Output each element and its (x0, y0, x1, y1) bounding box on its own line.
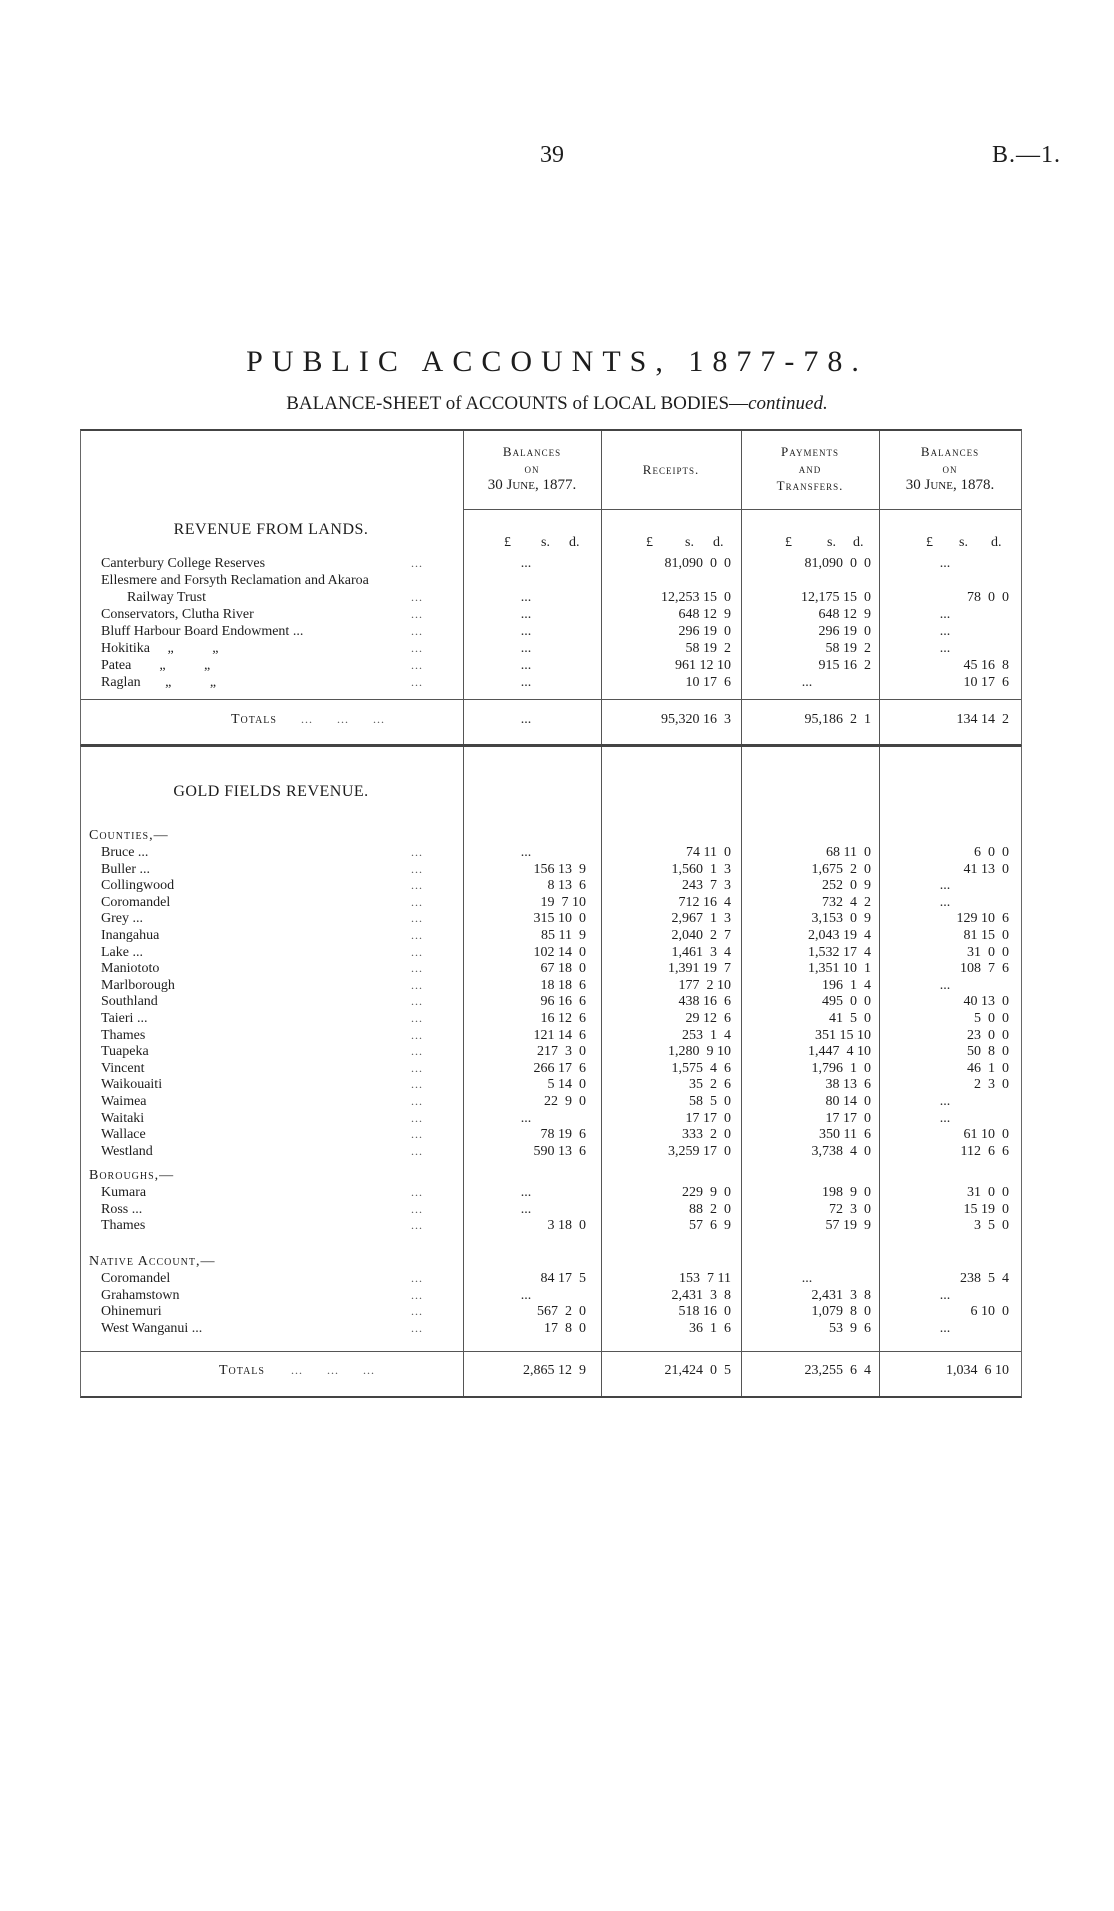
cell-payments: 915 16 2 (818, 658, 871, 673)
cell-receipts: 1,461 3 4 (671, 944, 731, 960)
cell-balance-1877: ... (520, 675, 532, 690)
leader-dots: ... (411, 1094, 423, 1108)
row-label: Conservators, Clutha River (101, 607, 254, 622)
cell-receipts: 2,431 3 8 (671, 1287, 731, 1303)
row-label: Waimea (101, 1094, 147, 1109)
cell-payments: ... (801, 1271, 813, 1286)
cell-balance-1878: 112 6 6 (960, 1143, 1009, 1159)
cell-balance-1878: 31 0 0 (967, 1185, 1009, 1200)
cell-balance-1877: 266 17 6 (533, 1060, 586, 1076)
page-reference: B.—1. (992, 142, 1062, 168)
row-label: Bluff Harbour Board Endowment ... (101, 624, 304, 639)
row-label: Ohinemuri (101, 1304, 162, 1320)
unit-pound: £ (646, 535, 653, 550)
cell-balance-1878: 31 0 0 (967, 944, 1009, 960)
cell-balance-1877: 8 13 6 (547, 878, 586, 894)
leader-dots: ... (411, 675, 423, 689)
totals-payments: 95,186 2 1 (804, 712, 871, 727)
row-label: West Wanganui ... (101, 1320, 203, 1336)
leader-dots: ... (411, 1185, 423, 1199)
table-row (81, 1143, 1021, 1160)
cell-receipts: 81,090 0 0 (664, 556, 731, 571)
cell-balance-1878: 61 10 0 (963, 1127, 1009, 1143)
counties-label: Counties,— (89, 828, 169, 843)
cell-balance-1878: 6 10 0 (970, 1304, 1009, 1320)
table-row (81, 640, 1021, 657)
header-col4-line3: 30 June, 1878. (905, 477, 995, 493)
header-col4-line2: on (942, 461, 958, 476)
cell-payments: 1,079 8 0 (811, 1304, 871, 1320)
cell-receipts: 518 16 0 (678, 1304, 731, 1320)
row-label: Thames (101, 1027, 146, 1043)
table-row (81, 1270, 1021, 1287)
cell-payments: 495 0 0 (822, 994, 871, 1010)
unit-pence: d. (569, 535, 580, 550)
cell-balance-1878: 129 10 6 (956, 911, 1009, 927)
totals-label: Totals (231, 712, 277, 727)
leader-dots: ... (411, 977, 423, 992)
cell-receipts: 74 11 0 (686, 845, 731, 860)
cell-payments: 252 0 9 (822, 878, 871, 894)
cell-payments: 351 15 10 (815, 1027, 871, 1043)
cell-payments: 57 19 9 (825, 1218, 871, 1234)
leader-dots: ... (411, 1027, 423, 1042)
cell-payments: 732 4 2 (822, 894, 871, 910)
leader-dots: ... (411, 911, 423, 926)
cell-payments: 1,447 4 10 (808, 1044, 871, 1060)
table-row (81, 572, 1021, 589)
cell-payments: 1,532 17 4 (808, 944, 871, 960)
table-row (81, 927, 1021, 944)
group-heading-native (81, 1253, 1021, 1270)
cell-payments: 68 11 0 (826, 845, 871, 860)
row-label: Wallace (101, 1127, 146, 1143)
row-label: Westland (101, 1143, 153, 1159)
cell-receipts: 243 7 3 (682, 878, 731, 894)
cell-balance-1878: 46 1 0 (967, 1060, 1009, 1076)
table-row (81, 993, 1021, 1010)
cell-balance-1878: ... (939, 641, 951, 656)
cell-payments: 41 5 0 (829, 1011, 871, 1026)
row-label: Ross ... (101, 1201, 143, 1217)
row-label: Thames (101, 1218, 146, 1234)
unit-pound: £ (785, 535, 792, 550)
header-col1-line2: on (524, 461, 540, 476)
table-row (81, 1184, 1021, 1201)
cell-receipts: 1,575 4 6 (671, 1060, 731, 1076)
cell-payments: 648 12 9 (818, 607, 871, 622)
cell-receipts: 712 16 4 (678, 894, 731, 910)
row-label: Raglan „ „ (101, 675, 217, 690)
cell-receipts: 36 1 6 (689, 1320, 731, 1336)
cell-payments: 80 14 0 (825, 1094, 871, 1109)
cell-payments: 72 3 0 (829, 1201, 871, 1217)
leader-dots: ... (411, 861, 423, 876)
cell-balance-1878: 108 7 6 (960, 961, 1009, 977)
cell-balance-1877: ... (520, 607, 532, 622)
cell-receipts: 12,253 15 0 (661, 590, 731, 605)
cell-receipts: 1,391 19 7 (668, 961, 731, 977)
table-row (81, 861, 1021, 878)
cell-balance-1878: ... (939, 624, 951, 639)
row-label: Tuapeka (101, 1044, 149, 1060)
cell-receipts: 88 2 0 (689, 1201, 731, 1217)
leader-dots: ... (411, 1218, 423, 1233)
cell-balance-1877: 315 10 0 (533, 911, 586, 927)
cell-receipts: 333 2 0 (682, 1127, 731, 1143)
unit-pence: d. (991, 535, 1002, 550)
cell-balance-1877: 22 9 0 (544, 1094, 586, 1109)
cell-balance-1878: ... (939, 894, 951, 910)
row-label: Bruce ... (101, 845, 149, 860)
header-col2-line1: Receipts. (642, 462, 700, 477)
cell-balance-1877: ... (520, 1287, 532, 1303)
cell-balance-1877: ... (520, 1110, 532, 1126)
leader-dots: ... (411, 1060, 423, 1075)
cell-balance-1877: ... (520, 845, 532, 860)
row-label: Taieri ... (101, 1011, 148, 1026)
leader-dots: ... (411, 928, 423, 942)
header-col3-line2: and (798, 461, 822, 476)
cell-balance-1877: ... (520, 1201, 532, 1217)
totals-receipts: 21,424 0 5 (664, 1363, 731, 1378)
row-label: Kumara (101, 1185, 147, 1200)
cell-balance-1878: 6 0 0 (974, 845, 1009, 860)
table-row (81, 894, 1021, 911)
table-row (81, 844, 1021, 861)
subtitle-continued: continued. (748, 393, 828, 414)
cell-balance-1877: 590 13 6 (533, 1143, 586, 1159)
table-row (81, 623, 1021, 640)
cell-receipts: 58 5 0 (689, 1094, 731, 1109)
leader-dots: ... (411, 1044, 423, 1059)
cell-balance-1877: ... (520, 556, 532, 571)
cell-receipts: 153 7 11 (679, 1271, 731, 1286)
row-label: Hokitika „ „ (101, 641, 219, 656)
cell-receipts: 35 2 6 (689, 1077, 731, 1093)
cell-receipts: 253 1 4 (682, 1027, 731, 1043)
page-number: 39 (540, 142, 564, 168)
cell-payments: 53 9 6 (829, 1320, 871, 1336)
unit-shilling: s. (541, 535, 550, 550)
table-row (81, 877, 1021, 894)
cell-payments: 2,431 3 8 (811, 1287, 871, 1303)
row-label: Waikouaiti (101, 1077, 163, 1093)
leader-dots: ... (411, 1127, 423, 1142)
table-row (81, 1201, 1021, 1218)
cell-balance-1877: 78 19 6 (540, 1127, 586, 1143)
cell-balance-1878: 45 16 8 (963, 658, 1009, 673)
leader-dots: ... (411, 944, 423, 959)
header-col3-line1: Payments (781, 444, 839, 459)
unit-shilling: s. (959, 535, 968, 550)
cell-balance-1877: 121 14 6 (533, 1027, 586, 1043)
row-label: Ellesmere and Forsyth Reclamation and Akaroa (101, 573, 369, 588)
leader-dots: ... ... ... (301, 712, 385, 726)
group-heading-counties (81, 827, 1021, 844)
cell-balance-1877: 96 16 6 (540, 994, 586, 1010)
cell-receipts: 1,280 9 10 (668, 1044, 731, 1060)
cell-receipts: 2,967 1 3 (671, 911, 731, 927)
cell-balance-1877: 102 14 0 (533, 944, 586, 960)
totals-balance-1877: 2,865 12 9 (523, 1363, 586, 1378)
cell-receipts: 29 12 6 (685, 1011, 731, 1026)
leader-dots: ... (411, 1201, 423, 1216)
cell-receipts: 17 17 0 (685, 1110, 731, 1126)
leader-dots: ... (411, 1110, 423, 1125)
totals-balance-1877: ... (520, 712, 532, 727)
leader-dots: ... (411, 607, 423, 621)
table-row (81, 1303, 1021, 1320)
table-row (81, 1217, 1021, 1234)
row-label: Lake ... (101, 944, 143, 960)
row-label: Vincent (101, 1060, 145, 1076)
section-title-gold-fields: GOLD FIELDS REVENUE. (173, 783, 369, 800)
header-col1-line3: 30 June, 1877. (487, 477, 577, 493)
header-col4-line1: Balances (920, 444, 980, 459)
cell-balance-1878: ... (939, 1094, 951, 1109)
totals-rule (81, 1351, 1021, 1352)
row-label: Collingwood (101, 878, 175, 894)
cell-balance-1878: 5 0 0 (974, 1011, 1009, 1026)
cell-balance-1877: 5 14 0 (547, 1077, 586, 1093)
table-row (81, 589, 1021, 606)
cell-balance-1877: 217 3 0 (537, 1044, 586, 1060)
leader-dots: ... (411, 1143, 423, 1158)
unit-shilling: s. (827, 535, 836, 550)
page-title: PUBLIC ACCOUNTS, 1877-78. (246, 345, 868, 378)
cell-balance-1877: ... (520, 658, 532, 673)
table-row (81, 1126, 1021, 1143)
totals-receipts: 95,320 16 3 (661, 712, 731, 727)
leader-dots: ... (411, 658, 423, 672)
cell-receipts: 57 6 9 (689, 1218, 731, 1234)
leader-dots: ... (411, 1304, 423, 1319)
cell-balance-1878: 41 13 0 (963, 861, 1009, 877)
row-label: Railway Trust (127, 590, 206, 605)
cell-balance-1877: 3 18 0 (547, 1218, 586, 1234)
unit-pence: d. (853, 535, 864, 550)
cell-balance-1878: ... (939, 878, 951, 894)
cell-payments: 12,175 15 0 (801, 590, 871, 605)
unit-row (81, 534, 1021, 551)
cell-payments: 58 19 2 (825, 641, 871, 656)
table-row (81, 1060, 1021, 1077)
table-row (81, 1076, 1021, 1093)
table-row (81, 1320, 1021, 1337)
cell-balance-1878: 2 3 0 (974, 1077, 1009, 1093)
cell-receipts: 648 12 9 (678, 607, 731, 622)
row-label: Coromandel (101, 1271, 171, 1286)
cell-receipts: 961 12 10 (675, 658, 731, 673)
leader-dots: ... (411, 1320, 423, 1335)
leader-dots: ... ... ... (291, 1363, 375, 1377)
table-row (81, 657, 1021, 674)
totals-balance-1878: 134 14 2 (956, 712, 1009, 727)
cell-balance-1878: 81 15 0 (963, 928, 1009, 943)
cell-balance-1877: 156 13 9 (533, 861, 586, 877)
cell-balance-1877: ... (520, 624, 532, 639)
cell-balance-1878: ... (939, 607, 951, 622)
leader-dots: ... (411, 624, 423, 638)
leader-dots: ... (411, 961, 423, 976)
totals-rule (81, 699, 1021, 700)
table-row (81, 1043, 1021, 1060)
cell-balance-1877: 85 11 9 (541, 928, 586, 943)
cell-balance-1878: 238 5 4 (960, 1271, 1009, 1286)
cell-balance-1878: 23 0 0 (967, 1027, 1009, 1043)
row-label: Grahamstown (101, 1287, 180, 1303)
cell-balance-1877: 17 8 0 (544, 1320, 586, 1336)
leader-dots: ... (411, 590, 423, 604)
cell-balance-1878: ... (939, 556, 951, 571)
header-payments-transfers (741, 443, 879, 494)
cell-receipts: 10 17 6 (685, 675, 731, 690)
header-receipts (601, 461, 741, 478)
cell-balance-1877: 16 12 6 (540, 1011, 586, 1026)
table-row (81, 1110, 1021, 1127)
unit-pound: £ (504, 535, 511, 550)
table-row (81, 1027, 1021, 1044)
table-row (81, 977, 1021, 994)
table-row (81, 944, 1021, 961)
cell-balance-1878: ... (939, 1287, 951, 1303)
totals-label: Totals (219, 1363, 265, 1378)
cell-balance-1877: ... (520, 590, 532, 605)
totals-payments: 23,255 6 4 (804, 1363, 871, 1378)
table-row (81, 606, 1021, 623)
table-row (81, 960, 1021, 977)
header-col3-line3: Transfers. (776, 478, 844, 493)
cell-payments: 17 17 0 (825, 1110, 871, 1126)
group-heading-boroughs (81, 1167, 1021, 1184)
cell-payments: 1,351 10 1 (808, 961, 871, 977)
cell-payments: 38 13 6 (825, 1077, 871, 1093)
row-label: Grey ... (101, 911, 143, 927)
cell-payments: 296 19 0 (818, 624, 871, 639)
cell-balance-1878: ... (939, 1110, 951, 1126)
subtitle-main: BALANCE-SHEET of ACCOUNTS of LOCAL BODIES— (286, 393, 749, 414)
cell-balance-1878: 10 17 6 (963, 675, 1009, 690)
cell-payments: 198 9 0 (822, 1185, 871, 1200)
cell-payments: 3,738 4 0 (811, 1143, 871, 1159)
leader-dots: ... (411, 556, 423, 570)
table-row (81, 1093, 1021, 1110)
cell-payments: 1,796 1 0 (811, 1060, 871, 1076)
totals-row-gold (81, 1362, 1021, 1379)
cell-balance-1877: ... (520, 1185, 532, 1200)
page-subtitle (0, 393, 1114, 415)
totals-balance-1878: 1,034 6 10 (946, 1363, 1009, 1378)
unit-pence: d. (713, 535, 724, 550)
boroughs-label: Boroughs,— (89, 1168, 175, 1183)
revenue-from-lands-table (80, 429, 1022, 746)
cell-receipts: 177 2 10 (678, 977, 731, 993)
cell-balance-1877: 67 18 0 (540, 961, 586, 977)
unit-pound: £ (926, 535, 933, 550)
cell-balance-1877: 18 18 6 (540, 977, 586, 993)
leader-dots: ... (411, 878, 423, 893)
gold-fields-revenue-table (80, 745, 1022, 1398)
leader-dots: ... (411, 1077, 423, 1092)
cell-receipts: 58 19 2 (685, 641, 731, 656)
row-label: Coromandel (101, 894, 171, 910)
row-label: Buller ... (101, 861, 150, 877)
cell-balance-1877: 84 17 5 (540, 1271, 586, 1286)
row-label: Southland (101, 994, 158, 1010)
cell-balance-1878: 50 8 0 (967, 1044, 1009, 1060)
table-row (81, 1287, 1021, 1304)
row-label: Maniototo (101, 961, 160, 977)
cell-receipts: 229 9 0 (682, 1185, 731, 1200)
cell-payments: 1,675 2 0 (811, 861, 871, 877)
table-row (81, 1010, 1021, 1027)
cell-payments: 81,090 0 0 (804, 556, 871, 571)
leader-dots: ... (411, 1287, 423, 1302)
cell-balance-1878: ... (939, 977, 951, 993)
cell-balance-1878: 40 13 0 (963, 994, 1009, 1010)
section-title-lands: REVENUE FROM LANDS. (173, 521, 369, 538)
cell-payments: 196 1 4 (822, 977, 871, 993)
totals-row-lands (81, 711, 1021, 728)
cell-receipts: 3,259 17 0 (668, 1143, 731, 1159)
cell-payments: 350 11 6 (819, 1127, 871, 1143)
table-row (81, 555, 1021, 572)
cell-payments: ... (801, 675, 813, 690)
unit-shilling: s. (685, 535, 694, 550)
table-row (81, 674, 1021, 691)
cell-receipts: 438 16 6 (678, 994, 731, 1010)
leader-dots: ... (411, 641, 423, 655)
row-label: Patea „ „ (101, 658, 211, 673)
leader-dots: ... (411, 994, 423, 1009)
cell-balance-1877: ... (520, 641, 532, 656)
header-balances-1878 (879, 443, 1021, 494)
leader-dots: ... (411, 845, 423, 859)
leader-dots: ... (411, 894, 423, 909)
leader-dots: ... (411, 1271, 423, 1285)
row-label: Canterbury College Reserves (101, 556, 266, 571)
cell-balance-1878: 15 19 0 (963, 1201, 1009, 1217)
leader-dots: ... (411, 1011, 423, 1025)
row-label: Waitaki (101, 1110, 145, 1126)
header-rule (463, 509, 1021, 510)
cell-balance-1877: 19 7 10 (540, 894, 586, 910)
row-label: Inangahua (101, 928, 160, 943)
cell-receipts: 296 19 0 (678, 624, 731, 639)
row-label: Marlborough (101, 977, 175, 993)
header-balances-1877 (463, 443, 601, 494)
cell-balance-1878: 78 0 0 (967, 590, 1009, 605)
native-account-label: Native Account,— (89, 1254, 216, 1269)
cell-balance-1877: 567 2 0 (537, 1304, 586, 1320)
cell-balance-1878: ... (939, 1320, 951, 1336)
cell-payments: 2,043 19 4 (808, 928, 871, 943)
cell-receipts: 2,040 2 7 (671, 928, 731, 943)
cell-payments: 3,153 0 9 (811, 911, 871, 927)
header-col1-line1: Balances (502, 444, 562, 459)
cell-balance-1878: 3 5 0 (974, 1218, 1009, 1234)
table-row (81, 910, 1021, 927)
cell-receipts: 1,560 1 3 (671, 861, 731, 877)
